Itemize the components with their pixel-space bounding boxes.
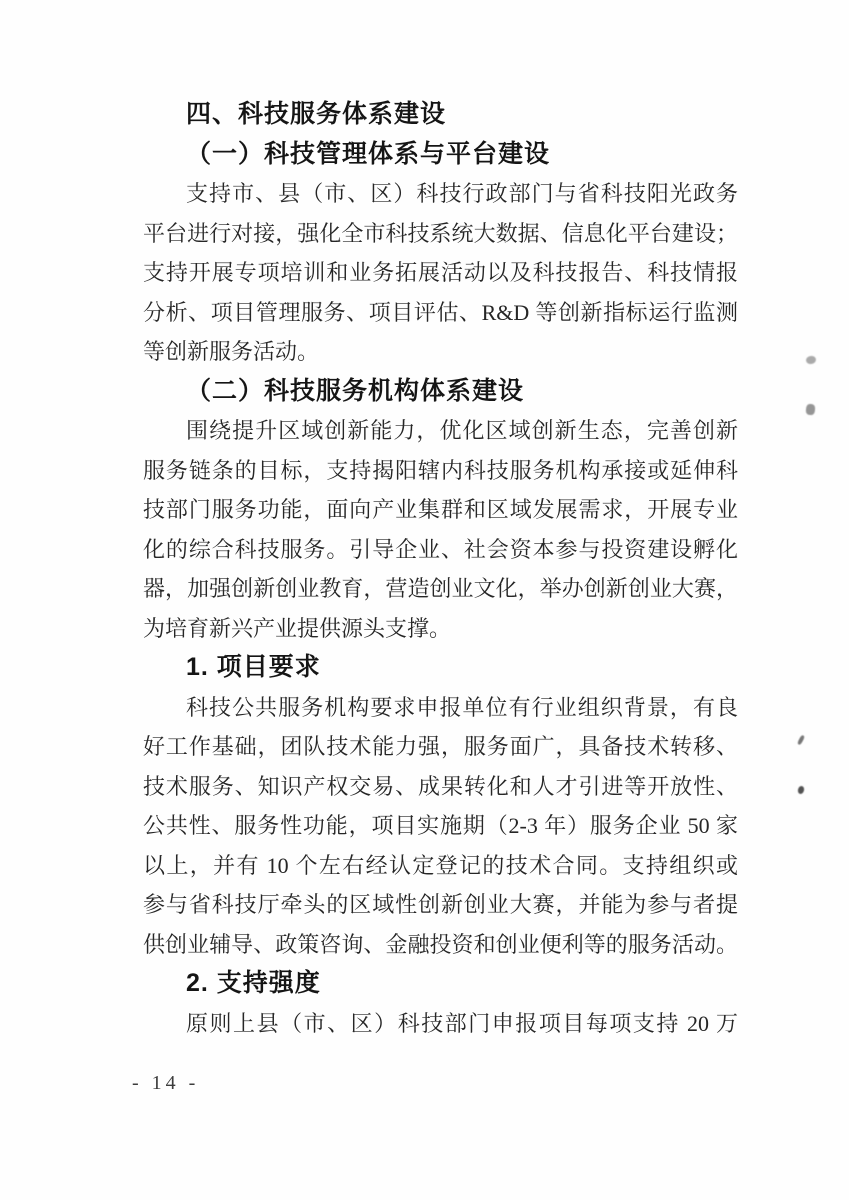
body-line: 器，加强创新创业教育，营造创业文化，举办创新创业大赛， bbox=[143, 576, 738, 601]
body-line: 为培育新兴产业提供源头支撑。 bbox=[143, 615, 452, 641]
body-line: 技部门服务功能，面向产业集群和区域发展需求，开展专业 bbox=[143, 497, 738, 522]
scan-artifact-4 bbox=[797, 785, 805, 794]
section-heading: 四、科技服务体系建设 bbox=[186, 100, 447, 128]
body-line: 好工作基础，团队技术能力强，服务面广，具备技术转移、 bbox=[143, 734, 738, 759]
body-line: 化的综合科技服务。引导企业、社会资本参与投资建设孵化 bbox=[143, 536, 738, 562]
subsection-heading: （一）科技管理体系与平台建设 bbox=[186, 139, 551, 168]
scan-artifact-2 bbox=[805, 404, 815, 416]
body-line: 服务链条的目标，支持揭阳辖内科技服务机构承接或延伸科 bbox=[143, 457, 738, 483]
body-line: 参与省科技厅牵头的区域性创新创业大赛，并能为参与者提 bbox=[143, 892, 738, 917]
body-line: 支持开展专项培训和业务拓展活动以及科技报告、科技情报 bbox=[143, 260, 738, 285]
body-line: 供创业辅导、政策咨询、金融投资和创业便利等的服务活动。 bbox=[143, 931, 738, 957]
body-line: 公共性、服务性功能，项目实施期（2-3 年）服务企业 50 家 bbox=[143, 813, 738, 838]
body-line: 以上，并有 10 个左右经认定登记的技术合同。支持组织或 bbox=[143, 852, 738, 878]
subsection-heading: （二）科技服务机构体系建设 bbox=[186, 376, 525, 405]
numbered-subheading: 1. 项目要求 bbox=[186, 653, 321, 681]
body-line: 平台进行对接，强化全市科技系统大数据、信息化平台建设； bbox=[143, 220, 738, 246]
scan-artifact-3 bbox=[797, 735, 805, 746]
body-line: 围绕提升区域创新能力，优化区域创新生态，完善创新 bbox=[186, 418, 738, 443]
body-line: 原则上县（市、区）科技部门申报项目每项支持 20 万 bbox=[186, 1010, 738, 1036]
numbered-subheading: 2. 支持强度 bbox=[186, 969, 321, 997]
body-line: 等创新服务活动。 bbox=[143, 339, 320, 364]
scan-artifact-1 bbox=[805, 355, 816, 365]
body-line: 科技公共服务机构要求申报单位有行业组织背景，有良 bbox=[186, 694, 738, 720]
document-body bbox=[143, 95, 738, 1043]
body-line: 技术服务、知识产权交易、成果转化和人才引进等开放性、 bbox=[143, 773, 738, 799]
body-line: 分析、项目管理服务、项目评估、R&D 等创新指标运行监测 bbox=[143, 299, 738, 325]
body-line: 支持市、县（市、区）科技行政部门与省科技阳光政务 bbox=[186, 181, 738, 206]
page-number: - 14 - bbox=[132, 1072, 200, 1094]
